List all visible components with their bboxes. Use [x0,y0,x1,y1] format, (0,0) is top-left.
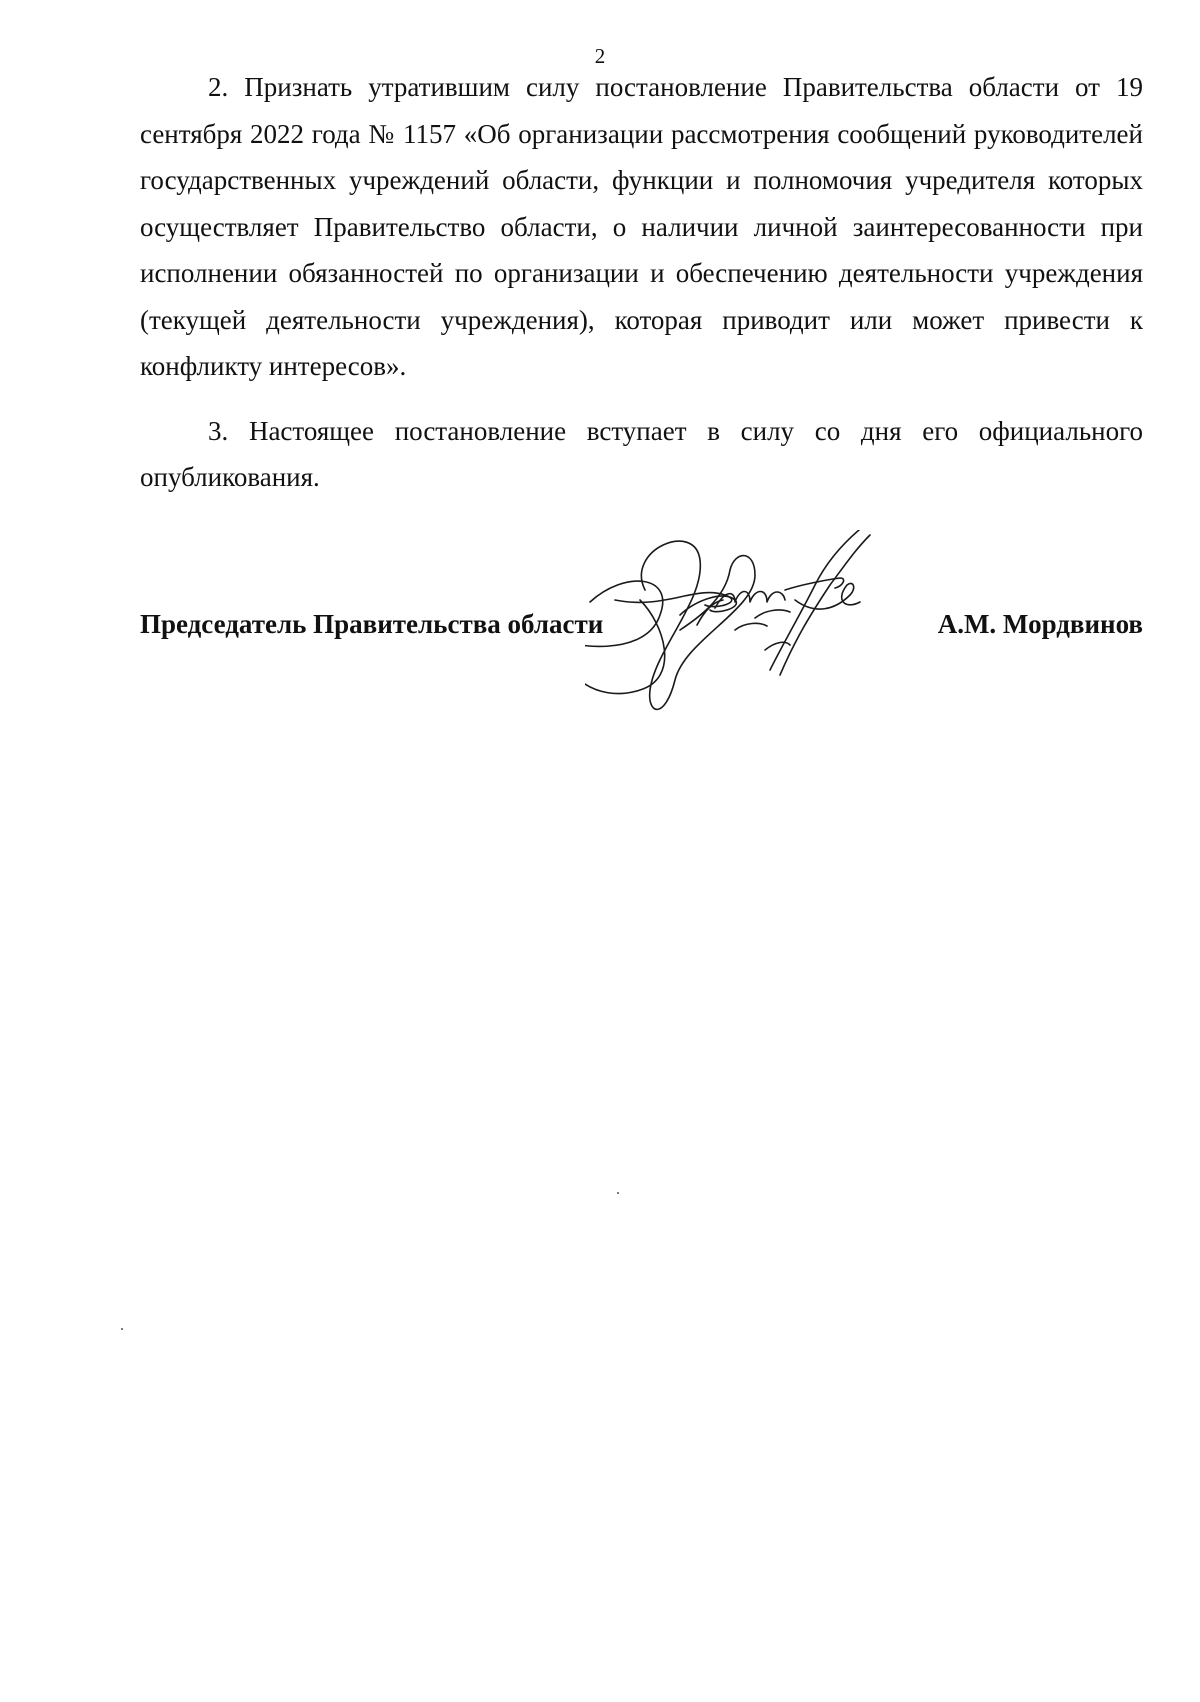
scan-speck [617,1192,619,1194]
paragraph-effective-date: 3. Настоящее постановление вступает в силу со дня его официального опубликования. [140,415,1143,492]
signer-position: Председатель Правительства области [140,609,604,639]
scan-speck [121,1328,123,1330]
document-body [140,64,1143,519]
signer-name: А.М. Мордвинов [937,609,1143,639]
handwritten-signature [585,530,945,750]
paragraph-repeal: 2. Признать утратившим силу постановление Правительства области от 19 сентября 2022 года № 1157 «Об организации рассмотрения сообщений руководителей государственных учреждений области, функции и полномочия учредителя которых осуществляет Правительство области, о наличии личной заинтересованности при исполнении обязанностей по организации и обеспечению деятельности учреждения (текущей деятельности учреждения), которая приводит или может привести к конфликту интересов». [140,72,1143,381]
page-number: 2 [594,44,606,68]
